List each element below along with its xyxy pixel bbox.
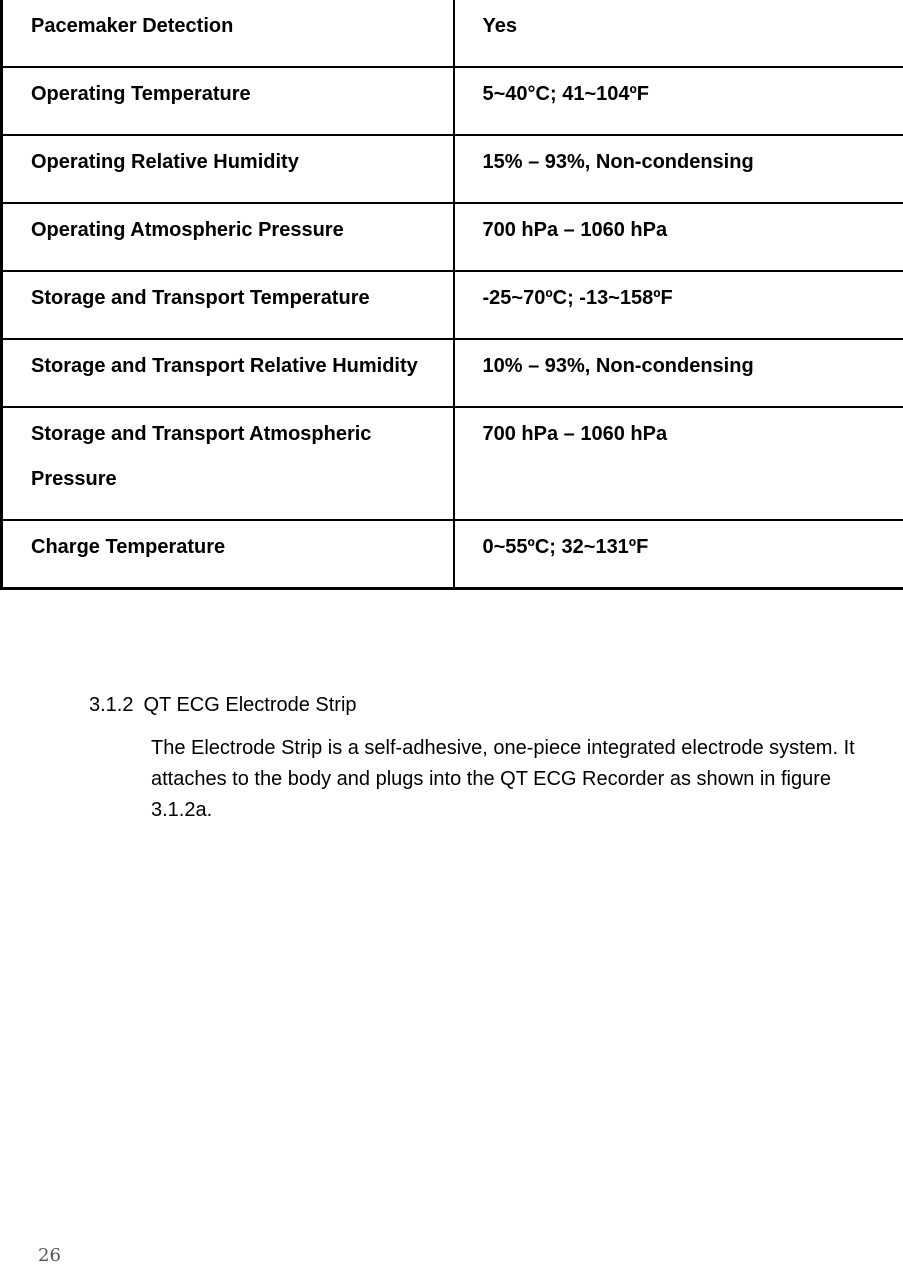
row-label: Charge Temperature [2, 520, 454, 589]
table-row [2, 339, 903, 407]
section-paragraph: The Electrode Strip is a self-adhesive, one-piece integrated electrode system. It attaches to the body and plugs into the QT ECG Recorder as shown in figure 3.1.2a. [151, 733, 871, 826]
table-row [2, 271, 903, 339]
specifications-table [0, 0, 903, 590]
row-value: 15% – 93%, Non-condensing [454, 135, 903, 203]
row-label: Storage and Transport Relative Humidity [2, 339, 454, 407]
row-value: 0~55ºC; 32~131ºF [454, 520, 903, 589]
row-label: Operating Temperature [2, 67, 454, 135]
row-value: 5~40°C; 41~104ºF [454, 67, 903, 135]
table-row [2, 135, 903, 203]
table-row [2, 520, 903, 589]
row-label: Operating Atmospheric Pressure [2, 203, 454, 271]
section-number: 3.1.2 [89, 694, 133, 716]
row-value: Yes [454, 0, 903, 67]
section-heading [89, 690, 357, 720]
table-row [2, 0, 903, 67]
row-value: -25~70ºC; -13~158ºF [454, 271, 903, 339]
table-row [2, 203, 903, 271]
table-row [2, 407, 903, 520]
row-label: Operating Relative Humidity [2, 135, 454, 203]
page-number: 26 [38, 1245, 61, 1266]
row-value: 700 hPa – 1060 hPa [454, 203, 903, 271]
row-label: Storage and Transport Atmospheric Pressure [2, 407, 454, 520]
section-title: QT ECG Electrode Strip [143, 694, 356, 716]
row-value: 700 hPa – 1060 hPa [454, 407, 903, 520]
row-value: 10% – 93%, Non-condensing [454, 339, 903, 407]
row-label: Storage and Transport Temperature [2, 271, 454, 339]
table-row [2, 67, 903, 135]
row-label: Pacemaker Detection [2, 0, 454, 67]
